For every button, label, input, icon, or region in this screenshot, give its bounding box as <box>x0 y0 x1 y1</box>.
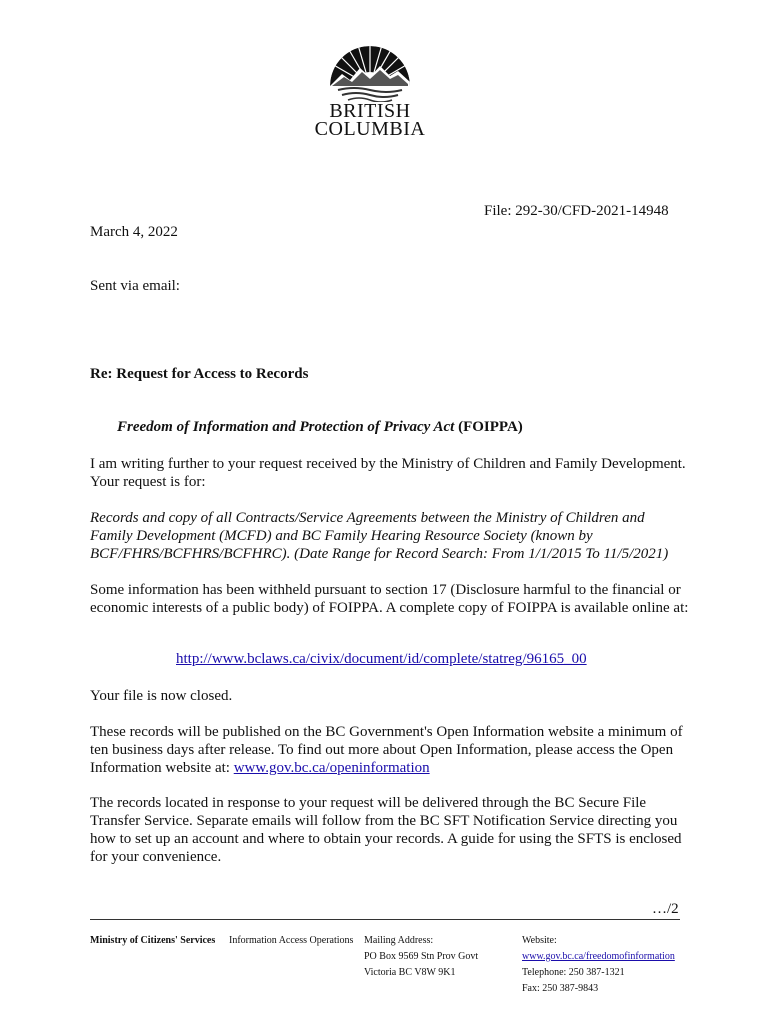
bc-logo <box>310 44 430 144</box>
website-label: Website: <box>522 935 557 946</box>
bc-government-sun-mountain-icon <box>328 44 412 102</box>
foippa-link[interactable]: http://www.bclaws.ca/civix/document/id/complete/statreg/96165_00 <box>176 651 587 667</box>
request-description: Records and copy of all Contracts/Service Agreements between the Ministry of Children and Family Development (MCFD) and BC Family Hearing Resource Society (known by BCF/FHRS/BCFHRS/BCFHRC). (Date Range for Record Search: From 1/1/2015 To 11/5/2021) <box>90 510 669 562</box>
mailing-line-1: PO Box 9569 Stn Prov Govt <box>364 951 479 962</box>
open-information-text: These records will be published on the BC Government's Open Information website a minimum of ten business days after release. To find out more about Open Information, please access the Open Information website at: <box>90 724 683 776</box>
sfts-paragraph: The records located in response to your request will be delivered through the BC Secure File Transfer Service. Separate emails will follow from the BC SFT Notification Service directing you how to set up an account and where to obtain your records. A guide for using the SFTS is enclosed for your convenience. <box>90 795 682 865</box>
file-closed-paragraph: Your file is now closed. <box>90 688 233 704</box>
fax: Fax: 250 387-9843 <box>522 983 599 994</box>
footer-ministry: Ministry of Citizens' Services <box>90 935 216 946</box>
footer-contact <box>522 933 675 997</box>
mailing-label: Mailing Address: <box>364 935 434 946</box>
telephone: Telephone: 250 387-1321 <box>522 967 625 978</box>
footer-divider <box>90 919 680 920</box>
footer-mailing-address <box>364 933 478 981</box>
page-continuation-marker: …/2 <box>652 901 679 917</box>
logo-wordmark-columbia: COLUMBIA <box>314 118 426 140</box>
open-information-link[interactable]: www.gov.bc.ca/openinformation <box>233 760 430 776</box>
open-information-paragraph <box>90 723 690 777</box>
act-abbreviation: (FOIPPA) <box>454 419 523 435</box>
withheld-paragraph: Some information has been withheld pursuant to section 17 (Disclosure harmful to the financial or economic interests of a public body) of FOIPPA. A complete copy of FOIPPA is available online at: <box>90 582 689 616</box>
file-reference: File: 292-30/CFD-2021-14948 <box>484 203 669 219</box>
act-title <box>117 419 523 436</box>
footer-operations: Information Access Operations <box>229 935 354 946</box>
sent-via-label: Sent via email: <box>90 278 180 294</box>
logo-wordmark-british: BRITISH <box>329 100 411 122</box>
mailing-line-2: Victoria BC V8W 9K1 <box>364 967 456 978</box>
letter-date: March 4, 2022 <box>90 224 178 240</box>
website-link[interactable]: www.gov.bc.ca/freedomofinformation <box>522 951 675 962</box>
subject-line: Re: Request for Access to Records <box>90 366 309 382</box>
act-name: Freedom of Information and Protection of Privacy Act <box>117 419 455 435</box>
intro-paragraph: I am writing further to your request received by the Ministry of Children and Family Development. Your request is for: <box>90 456 686 490</box>
